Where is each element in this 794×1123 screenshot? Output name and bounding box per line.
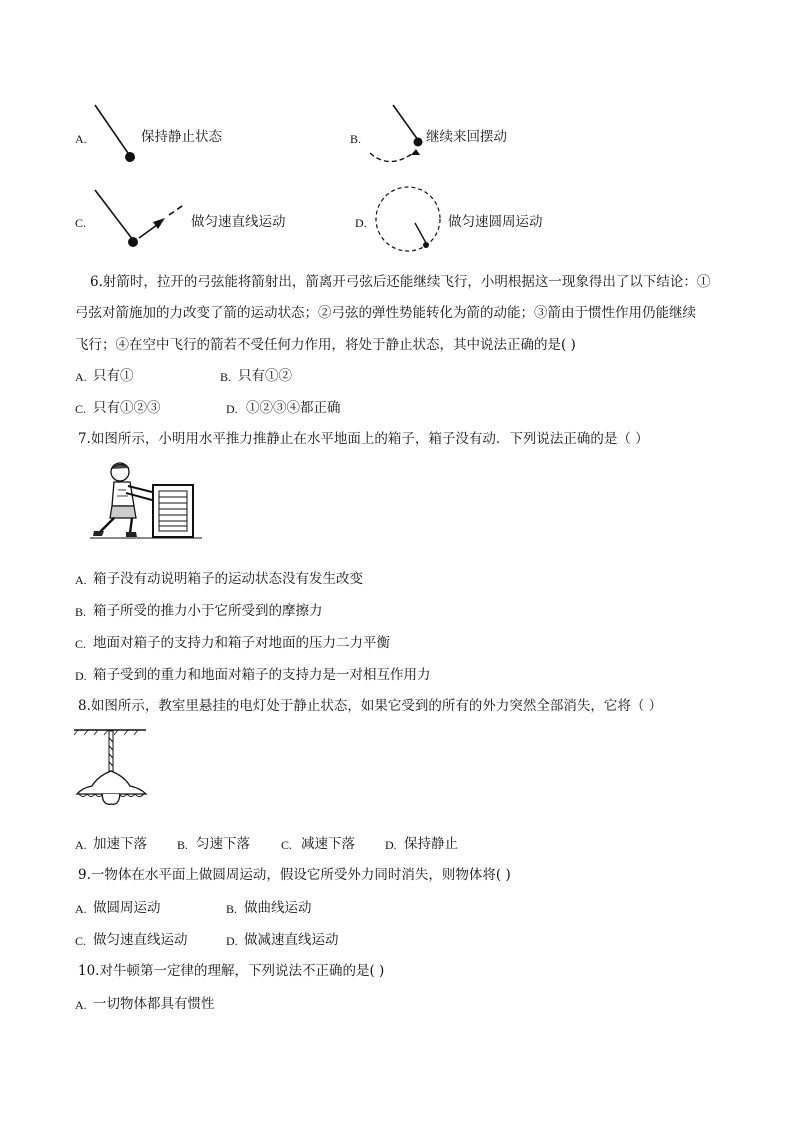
q10-option-a-text: 一切物体都具有惯性: [93, 996, 215, 1012]
q6-option-b-text: 只有①②: [238, 368, 292, 384]
q5-option-d-text: 做匀速圆周运动: [448, 214, 543, 230]
q8-option-c-text: 减速下落: [301, 836, 355, 852]
q7-option-b-letter: B.: [75, 605, 87, 619]
q6-option-a-letter: A.: [75, 370, 87, 384]
q8-option-a-text: 加速下落: [93, 836, 147, 852]
q6-option-d-letter: D.: [226, 402, 238, 416]
q9-option-c-letter: C.: [75, 934, 87, 948]
hanging-lamp-figure: [74, 728, 154, 808]
q6-option-c-text: 只有①②③: [93, 400, 161, 416]
q6-option-a-text: 只有①: [93, 368, 134, 384]
q9-option-b-letter: B.: [226, 902, 238, 916]
q6-option-b-letter: B.: [220, 370, 232, 384]
q7-option-b-text: 箱子所受的推力小于它所受到的摩擦力: [93, 603, 323, 619]
pendulum-rest-figure: [95, 105, 145, 167]
pendulum-straight-line-figure: [95, 190, 195, 252]
q7-option-a-text: 箱子没有动说明箱子的运动状态没有发生改变: [93, 571, 363, 587]
q7-option-d-letter: D.: [75, 669, 87, 683]
q8-stem: 8.如图所示，教室里悬挂的电灯处于静止状态，如果它受到的所有的外力突然全部消失，它将（ ）: [78, 698, 663, 714]
q7-option-a-letter: A.: [75, 573, 87, 587]
q5-option-b-letter: B.: [350, 132, 362, 146]
q9-option-d-text: 做减速直线运动: [244, 932, 339, 948]
q5-option-b-text: 继续来回摆动: [426, 129, 507, 145]
q7-option-d-text: 箱子受到的重力和地面对箱子的支持力是一对相互作用力: [93, 667, 431, 683]
boy-pushing-box-figure: [90, 460, 205, 542]
q5-option-a-text: 保持静止状态: [141, 129, 222, 145]
q5-option-a-letter: A.: [75, 132, 87, 146]
q6-option-c-letter: C.: [75, 402, 87, 416]
q8-option-b-text: 匀速下落: [196, 836, 250, 852]
q8-option-d-letter: D.: [385, 838, 397, 852]
q6-stem-line-1: 6.射箭时，拉开的弓弦能将箭射出，箭离开弓弦后还能继续飞行，小明根据这一现象得出了以下结论：①: [90, 274, 711, 290]
q10-option-a-letter: A.: [75, 998, 87, 1012]
q9-option-c-text: 做匀速直线运动: [93, 932, 188, 948]
q6-stem-line-2: 弓弦对箭施加的力改变了箭的运动状态；②弓弦的弹性势能转化为箭的动能；③箭由于惯性作用仍能继续: [75, 305, 696, 321]
q8-option-d-text: 保持静止: [404, 836, 458, 852]
q9-option-a-letter: A.: [75, 902, 87, 916]
q8-option-b-letter: B.: [177, 838, 189, 852]
q8-option-a-letter: A.: [75, 838, 87, 852]
q9-stem: 9.一物体在水平面上做圆周运动，假设它所受外力同时消失，则物体将( ): [78, 867, 511, 883]
q5-option-c-text: 做匀速直线运动: [191, 214, 286, 230]
q9-option-a-text: 做圆周运动: [93, 900, 161, 916]
q9-option-b-text: 做曲线运动: [244, 900, 312, 916]
q7-option-c-text: 地面对箱子的支持力和箱子对地面的压力二力平衡: [93, 635, 390, 651]
q8-option-c-letter: C.: [281, 838, 293, 852]
q6-option-d-text: ①②③④都正确: [246, 400, 341, 416]
q10-stem: 10.对牛顿第一定律的理解，下列说法不正确的是( ): [78, 963, 385, 979]
q9-option-d-letter: D.: [226, 934, 238, 948]
pendulum-swing-figure: [368, 105, 428, 167]
pendulum-circular-figure: [375, 185, 445, 255]
q7-option-c-letter: C.: [75, 637, 87, 651]
q5-option-c-letter: C.: [75, 216, 87, 230]
q5-option-d-letter: D.: [355, 216, 367, 230]
q6-stem-line-3: 飞行；④在空中飞行的箭若不受任何力作用，将处于静止状态，其中说法正确的是( ): [75, 337, 576, 353]
q7-stem: 7.如图所示，小明用水平推力推静止在水平地面上的箱子，箱子没有动．下列说法正确的是（ ）: [78, 431, 649, 447]
